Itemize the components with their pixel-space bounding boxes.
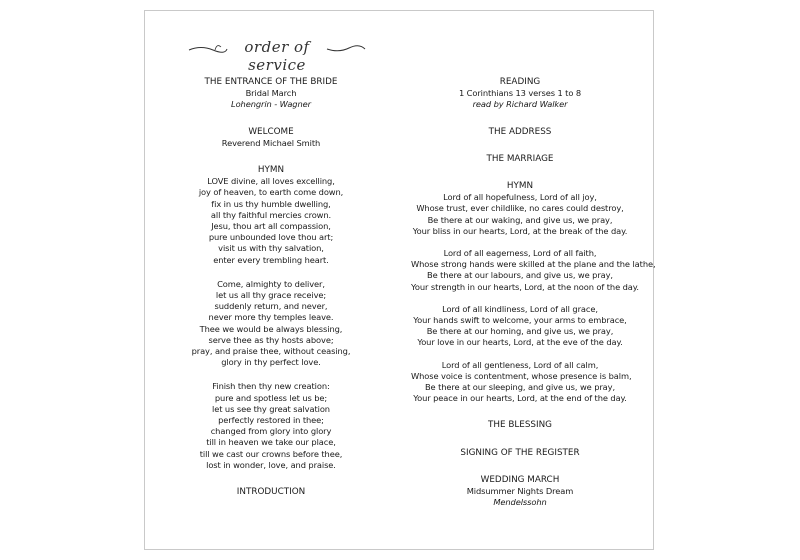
left-hymn-stanza-2 xyxy=(169,279,373,369)
entrance-piece: Bridal March xyxy=(245,88,297,99)
hymn-line: changed from glory into glory xyxy=(210,426,332,437)
hymn-line: Lord of all kindliness, Lord of all grace, xyxy=(442,303,598,314)
hymn-line: serve thee as thy hosts above; xyxy=(208,334,334,345)
hymn-line: perfectly restored in thee; xyxy=(218,415,324,426)
left-hymn-stanza-1 xyxy=(169,176,373,266)
hymn-line: suddenly return, and never, xyxy=(214,301,328,312)
right-hymn-stanza-2 xyxy=(411,248,656,293)
hymn-line: all thy faithful mercies crown. xyxy=(210,209,332,220)
hymn-line: Jesu, thou art all compassion, xyxy=(211,221,331,232)
hymn-line: Your peace in our hearts, Lord, at the end of the day. xyxy=(413,393,627,404)
right-hymn-stanza-3 xyxy=(411,304,629,349)
hymn-line: Lord of all gentleness, Lord of all calm, xyxy=(441,359,599,370)
reading-passage: 1 Corinthians 13 verses 1 to 8 xyxy=(458,88,582,99)
right-hymn-heading: HYMN xyxy=(506,181,534,192)
hymn-line: Finish then thy new creation: xyxy=(212,381,330,392)
hymn-line: enter every trembling heart. xyxy=(213,254,329,265)
left-hymn-section xyxy=(169,165,373,471)
right-hymn-section xyxy=(411,181,656,404)
hymn-line: Be there at our homing, and give us, we pray, xyxy=(426,326,614,337)
hymn-line: Your strength in our hearts, Lord, at the noon of the day. xyxy=(411,281,639,292)
hymn-line: till in heaven we take our place, xyxy=(206,437,336,448)
welcome-heading: WELCOME xyxy=(248,126,294,137)
right-hymn-stanza-4 xyxy=(411,359,632,405)
welcome-section xyxy=(169,127,373,149)
hymn-line: till we cast our crowns before thee, xyxy=(199,448,343,459)
hymn-line: Thee we would be always blessing, xyxy=(199,323,343,334)
introduction-heading: INTRODUCTION xyxy=(236,487,306,498)
wedding-march-piece: Midsummer Nights Dream xyxy=(466,486,574,497)
hymn-line: Lord of all eagerness, Lord of all faith, xyxy=(443,248,597,259)
hymn-line: Be there at our labours, and give us, we pray, xyxy=(427,270,613,281)
right-hymn-stanza-1 xyxy=(411,192,629,237)
order-of-service-page xyxy=(144,10,654,550)
hymn-line: visit us with thy salvation, xyxy=(218,243,324,254)
reading-heading: READING xyxy=(499,77,541,87)
hymn-line: Lord of all hopefulness, Lord of all joy, xyxy=(443,192,597,203)
hymn-line: pure unbounded love thou art; xyxy=(208,232,334,243)
entrance-composer: Lohengrin - Wagner xyxy=(231,99,311,110)
hymn-line: pure and spotless let us be; xyxy=(214,392,328,403)
hymn-line: never more thy temples leave. xyxy=(208,312,334,323)
register-heading: SIGNING OF THE REGISTER xyxy=(460,447,580,458)
left-hymn-heading: HYMN xyxy=(257,165,285,176)
hymn-line: Your hands swift to welcome, your arms to embrace, xyxy=(413,315,627,326)
wedding-march-composer: Mendelssohn xyxy=(493,497,547,508)
left-column xyxy=(169,77,373,498)
reading-section xyxy=(411,77,629,111)
hymn-line: Come, almighty to deliver, xyxy=(217,278,325,289)
hymn-line: LOVE divine, all loves excelling, xyxy=(207,176,335,187)
hymn-line: Your bliss in our hearts, Lord, at the break of the day. xyxy=(412,225,628,236)
title-flourish xyxy=(187,33,367,74)
hymn-line: Whose voice is contentment, whose presence is balm, xyxy=(411,370,632,381)
entrance-heading: THE ENTRANCE OF THE BRIDE xyxy=(204,77,338,87)
hymn-line: let us all thy grace receive; xyxy=(215,290,327,301)
hymn-line: Be there at our sleeping, and give us, we pray, xyxy=(424,382,616,393)
welcome-name: Reverend Michael Smith xyxy=(221,137,321,148)
right-column xyxy=(411,77,656,508)
blessing-heading: THE BLESSING xyxy=(488,420,552,431)
hymn-line: Your love in our hearts, Lord, at the eve of the day. xyxy=(417,337,623,348)
hymn-line: Whose trust, ever childlike, no cares could destroy, xyxy=(416,203,624,214)
wedding-march-heading: WEDDING MARCH xyxy=(480,474,560,485)
hymn-line: fix in us thy humble dwelling, xyxy=(211,198,331,209)
hymn-line: let us see thy great salvation xyxy=(212,403,330,414)
hymn-line: Whose strong hands were skilled at the plane and the lathe, xyxy=(411,259,656,270)
hymn-line: lost in wonder, love, and praise. xyxy=(206,459,336,470)
entrance-section xyxy=(169,77,373,111)
hymn-line: Be there at our waking, and give us, we pray, xyxy=(427,214,613,225)
reading-reader: read by Richard Walker xyxy=(472,99,568,110)
left-hymn-stanza-3 xyxy=(169,381,373,471)
marriage-heading: THE MARRIAGE xyxy=(486,153,554,164)
hymn-line: glory in thy perfect love. xyxy=(221,357,321,368)
hymn-line: pray, and praise thee, without ceasing, xyxy=(191,346,351,357)
hymn-line: joy of heaven, to earth come down, xyxy=(198,187,344,198)
page-title: order of service xyxy=(244,38,310,74)
address-heading: THE ADDRESS xyxy=(488,126,552,137)
wedding-march-section xyxy=(411,475,629,509)
